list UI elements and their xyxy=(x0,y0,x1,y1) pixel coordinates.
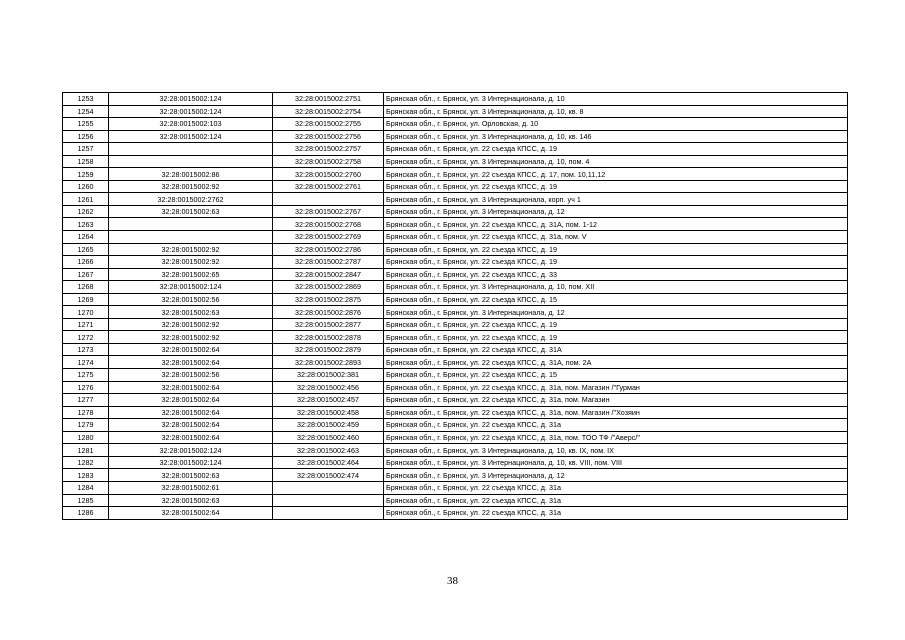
object-cadastral-cell: 32:28:0015002:2786 xyxy=(273,243,384,256)
row-number-cell: 1259 xyxy=(63,168,109,181)
address-cell: Брянская обл., г. Брянск, ул. 22 съезда КПСС, д. 19 xyxy=(384,331,848,344)
land-cadastral-cell: 32:28:0015002:64 xyxy=(109,507,273,520)
land-cadastral-cell xyxy=(109,155,273,168)
object-cadastral-cell: 32:28:0015002:2767 xyxy=(273,205,384,218)
object-cadastral-cell: 32:28:0015002:2879 xyxy=(273,343,384,356)
table-row xyxy=(63,231,848,244)
address-cell: Брянская обл., г. Брянск, ул. 3 Интернационала, д. 10, кв. 146 xyxy=(384,130,848,143)
row-number-cell: 1277 xyxy=(63,394,109,407)
table-row xyxy=(63,180,848,193)
land-cadastral-cell: 32:28:0015002:64 xyxy=(109,406,273,419)
row-number-cell: 1256 xyxy=(63,130,109,143)
row-number-cell: 1274 xyxy=(63,356,109,369)
row-number-cell: 1260 xyxy=(63,180,109,193)
table-row xyxy=(63,419,848,432)
table-row xyxy=(63,93,848,106)
object-cadastral-cell xyxy=(273,481,384,494)
table-row xyxy=(63,243,848,256)
table-row xyxy=(63,444,848,457)
address-cell: Брянская обл., г. Брянск, ул. 22 съезда КПСС, д. 31а, пом. Магазин /"Хозяин xyxy=(384,406,848,419)
address-cell: Брянская обл., г. Брянск, ул. 3 Интернационала, д. 12 xyxy=(384,306,848,319)
table-row xyxy=(63,343,848,356)
row-number-cell: 1276 xyxy=(63,381,109,394)
land-cadastral-cell: 32:28:0015002:64 xyxy=(109,381,273,394)
address-cell: Брянская обл., г. Брянск, ул. 3 Интернационала, д. 10 xyxy=(384,93,848,106)
address-cell: Брянская обл., г. Брянск, ул. 3 Интернационала, д. 10, кв. VIII, пом. VIII xyxy=(384,456,848,469)
land-cadastral-cell: 32:28:0015002:56 xyxy=(109,369,273,382)
register-table-body xyxy=(63,93,848,520)
object-cadastral-cell: 32:28:0015002:2876 xyxy=(273,306,384,319)
address-cell: Брянская обл., г. Брянск, ул. 22 съезда КПСС, д. 31А, пом. 2А xyxy=(384,356,848,369)
address-cell: Брянская обл., г. Брянск, ул. 22 съезда КПСС, д. 31а xyxy=(384,507,848,520)
table-row xyxy=(63,469,848,482)
object-cadastral-cell: 32:28:0015002:2757 xyxy=(273,143,384,156)
object-cadastral-cell: 32:28:0015002:457 xyxy=(273,394,384,407)
row-number-cell: 1261 xyxy=(63,193,109,206)
address-cell: Брянская обл., г. Брянск, ул. 3 Интернационала, д. 10, пом. 4 xyxy=(384,155,848,168)
land-cadastral-cell: 32:28:0015002:56 xyxy=(109,293,273,306)
row-number-cell: 1264 xyxy=(63,231,109,244)
address-cell: Брянская обл., г. Брянск, ул. 22 съезда КПСС, д. 19 xyxy=(384,180,848,193)
object-cadastral-cell: 32:28:0015002:2878 xyxy=(273,331,384,344)
land-cadastral-cell: 32:28:0015002:124 xyxy=(109,456,273,469)
row-number-cell: 1265 xyxy=(63,243,109,256)
address-cell: Брянская обл., г. Брянск, ул. 3 Интернационала, д. 10, кв. 8 xyxy=(384,105,848,118)
land-cadastral-cell: 32:28:0015002:86 xyxy=(109,168,273,181)
table-row xyxy=(63,431,848,444)
table-row xyxy=(63,281,848,294)
table-row xyxy=(63,256,848,269)
object-cadastral-cell: 32:28:0015002:2847 xyxy=(273,268,384,281)
land-cadastral-cell: 32:28:0015002:103 xyxy=(109,118,273,131)
object-cadastral-cell: 32:28:0015002:2760 xyxy=(273,168,384,181)
register-table xyxy=(62,92,848,520)
address-cell: Брянская обл., г. Брянск, ул. 22 съезда КПСС, д. 15 xyxy=(384,293,848,306)
row-number-cell: 1269 xyxy=(63,293,109,306)
object-cadastral-cell: 32:28:0015002:2787 xyxy=(273,256,384,269)
table-row xyxy=(63,381,848,394)
row-number-cell: 1283 xyxy=(63,469,109,482)
row-number-cell: 1271 xyxy=(63,318,109,331)
table-row xyxy=(63,456,848,469)
row-number-cell: 1286 xyxy=(63,507,109,520)
address-cell: Брянская обл., г. Брянск, ул. 22 съезда КПСС, д. 31а, пом. ТОО ТФ /"Аверс/" xyxy=(384,431,848,444)
land-cadastral-cell: 32:28:0015002:64 xyxy=(109,343,273,356)
land-cadastral-cell: 32:28:0015002:63 xyxy=(109,469,273,482)
row-number-cell: 1270 xyxy=(63,306,109,319)
row-number-cell: 1253 xyxy=(63,93,109,106)
row-number-cell: 1280 xyxy=(63,431,109,444)
land-cadastral-cell: 32:28:0015002:63 xyxy=(109,494,273,507)
object-cadastral-cell: 32:28:0015002:381 xyxy=(273,369,384,382)
row-number-cell: 1284 xyxy=(63,481,109,494)
row-number-cell: 1254 xyxy=(63,105,109,118)
address-cell: Брянская обл., г. Брянск, ул. 22 съезда КПСС, д. 31А, пом. 1-12 xyxy=(384,218,848,231)
land-cadastral-cell: 32:28:0015002:64 xyxy=(109,356,273,369)
table-row xyxy=(63,331,848,344)
land-cadastral-cell xyxy=(109,218,273,231)
address-cell: Брянская обл., г. Брянск, ул. 3 Интернационала, д. 12 xyxy=(384,205,848,218)
land-cadastral-cell xyxy=(109,231,273,244)
object-cadastral-cell: 32:28:0015002:464 xyxy=(273,456,384,469)
table-row xyxy=(63,268,848,281)
land-cadastral-cell: 32:28:0015002:92 xyxy=(109,180,273,193)
address-cell: Брянская обл., г. Брянск, ул. 22 съезда КПСС, д. 19 xyxy=(384,256,848,269)
land-cadastral-cell: 32:28:0015002:124 xyxy=(109,93,273,106)
land-cadastral-cell: 32:28:0015002:61 xyxy=(109,481,273,494)
address-cell: Брянская обл., г. Брянск, ул. 22 съезда КПСС, д. 33 xyxy=(384,268,848,281)
table-row xyxy=(63,193,848,206)
row-number-cell: 1275 xyxy=(63,369,109,382)
object-cadastral-cell: 32:28:0015002:2754 xyxy=(273,105,384,118)
table-row xyxy=(63,394,848,407)
address-cell: Брянская обл., г. Брянск, ул. 22 съезда КПСС, д. 17, пом. 10,11,12 xyxy=(384,168,848,181)
row-number-cell: 1279 xyxy=(63,419,109,432)
row-number-cell: 1263 xyxy=(63,218,109,231)
address-cell: Брянская обл., г. Брянск, ул. 22 съезда КПСС, д. 19 xyxy=(384,318,848,331)
address-cell: Брянская обл., г. Брянск, ул. 22 съезда КПСС, д. 31а xyxy=(384,494,848,507)
land-cadastral-cell: 32:28:0015002:92 xyxy=(109,243,273,256)
object-cadastral-cell: 32:28:0015002:2893 xyxy=(273,356,384,369)
object-cadastral-cell xyxy=(273,494,384,507)
table-row xyxy=(63,130,848,143)
object-cadastral-cell: 32:28:0015002:460 xyxy=(273,431,384,444)
row-number-cell: 1257 xyxy=(63,143,109,156)
row-number-cell: 1262 xyxy=(63,205,109,218)
table-row xyxy=(63,293,848,306)
object-cadastral-cell: 32:28:0015002:2769 xyxy=(273,231,384,244)
object-cadastral-cell: 32:28:0015002:2768 xyxy=(273,218,384,231)
table-row xyxy=(63,143,848,156)
object-cadastral-cell: 32:28:0015002:2755 xyxy=(273,118,384,131)
land-cadastral-cell: 32:28:0015002:92 xyxy=(109,256,273,269)
object-cadastral-cell: 32:28:0015002:2751 xyxy=(273,93,384,106)
land-cadastral-cell: 32:28:0015002:63 xyxy=(109,205,273,218)
table-row xyxy=(63,356,848,369)
address-cell: Брянская обл., г. Брянск, ул. 22 съезда КПСС, д. 31а, пом. V xyxy=(384,231,848,244)
land-cadastral-cell: 32:28:0015002:2762 xyxy=(109,193,273,206)
row-number-cell: 1285 xyxy=(63,494,109,507)
land-cadastral-cell: 32:28:0015002:124 xyxy=(109,105,273,118)
row-number-cell: 1281 xyxy=(63,444,109,457)
table-row xyxy=(63,105,848,118)
land-cadastral-cell: 32:28:0015002:124 xyxy=(109,281,273,294)
address-cell: Брянская обл., г. Брянск, ул. 22 съезда КПСС, д. 31а, пом. Магазин xyxy=(384,394,848,407)
object-cadastral-cell: 32:28:0015002:2761 xyxy=(273,180,384,193)
land-cadastral-cell: 32:28:0015002:124 xyxy=(109,444,273,457)
row-number-cell: 1258 xyxy=(63,155,109,168)
row-number-cell: 1278 xyxy=(63,406,109,419)
land-cadastral-cell: 32:28:0015002:64 xyxy=(109,394,273,407)
row-number-cell: 1272 xyxy=(63,331,109,344)
address-cell: Брянская обл., г. Брянск, ул. 3 Интернационала, д. 10, пом. XII xyxy=(384,281,848,294)
address-cell: Брянская обл., г. Брянск, ул. 3 Интернационала, д. 10, кв. IX, пом. IX xyxy=(384,444,848,457)
table-row xyxy=(63,318,848,331)
address-cell: Брянская обл., г. Брянск, ул. 22 съезда КПСС, д. 31а, пом. Магазин /"Гурман xyxy=(384,381,848,394)
object-cadastral-cell: 32:28:0015002:456 xyxy=(273,381,384,394)
table-row xyxy=(63,118,848,131)
land-cadastral-cell: 32:28:0015002:64 xyxy=(109,431,273,444)
object-cadastral-cell: 32:28:0015002:458 xyxy=(273,406,384,419)
address-cell: Брянская обл., г. Брянск, ул. 22 съезда КПСС, д. 31а xyxy=(384,481,848,494)
object-cadastral-cell: 32:28:0015002:2875 xyxy=(273,293,384,306)
row-number-cell: 1268 xyxy=(63,281,109,294)
table-row xyxy=(63,494,848,507)
table-row xyxy=(63,481,848,494)
address-cell: Брянская обл., г. Брянск, ул. 22 съезда КПСС, д. 19 xyxy=(384,243,848,256)
table-row xyxy=(63,205,848,218)
object-cadastral-cell: 32:28:0015002:2756 xyxy=(273,130,384,143)
land-cadastral-cell: 32:28:0015002:92 xyxy=(109,331,273,344)
object-cadastral-cell: 32:28:0015002:474 xyxy=(273,469,384,482)
address-cell: Брянская обл., г. Брянск, ул. 3 Интернационала, корп. уч 1 xyxy=(384,193,848,206)
object-cadastral-cell: 32:28:0015002:459 xyxy=(273,419,384,432)
address-cell: Брянская обл., г. Брянск, ул. 22 съезда КПСС, д. 19 xyxy=(384,143,848,156)
land-cadastral-cell: 32:28:0015002:65 xyxy=(109,268,273,281)
table-row xyxy=(63,218,848,231)
row-number-cell: 1282 xyxy=(63,456,109,469)
row-number-cell: 1267 xyxy=(63,268,109,281)
object-cadastral-cell xyxy=(273,507,384,520)
object-cadastral-cell: 32:28:0015002:2869 xyxy=(273,281,384,294)
table-row xyxy=(63,369,848,382)
object-cadastral-cell: 32:28:0015002:463 xyxy=(273,444,384,457)
table-row xyxy=(63,406,848,419)
land-cadastral-cell: 32:28:0015002:63 xyxy=(109,306,273,319)
address-cell: Брянская обл., г. Брянск, ул. 22 съезда КПСС, д. 31А xyxy=(384,343,848,356)
row-number-cell: 1255 xyxy=(63,118,109,131)
table-row xyxy=(63,507,848,520)
table-row xyxy=(63,155,848,168)
address-cell: Брянская обл., г. Брянск, ул. 3 Интернационала, д. 12 xyxy=(384,469,848,482)
address-cell: Брянская обл., г. Брянск, ул. 22 съезда КПСС, д. 15 xyxy=(384,369,848,382)
object-cadastral-cell xyxy=(273,193,384,206)
address-cell: Брянская обл., г. Брянск, ул. 22 съезда КПСС, д. 31а xyxy=(384,419,848,432)
table-row xyxy=(63,306,848,319)
land-cadastral-cell xyxy=(109,143,273,156)
land-cadastral-cell: 32:28:0015002:64 xyxy=(109,419,273,432)
land-cadastral-cell: 32:28:0015002:124 xyxy=(109,130,273,143)
object-cadastral-cell: 32:28:0015002:2758 xyxy=(273,155,384,168)
table-row xyxy=(63,168,848,181)
row-number-cell: 1273 xyxy=(63,343,109,356)
page-number: 38 xyxy=(447,575,458,587)
object-cadastral-cell: 32:28:0015002:2877 xyxy=(273,318,384,331)
row-number-cell: 1266 xyxy=(63,256,109,269)
address-cell: Брянская обл., г. Брянск, ул. Орловская, д. 10 xyxy=(384,118,848,131)
land-cadastral-cell: 32:28:0015002:92 xyxy=(109,318,273,331)
